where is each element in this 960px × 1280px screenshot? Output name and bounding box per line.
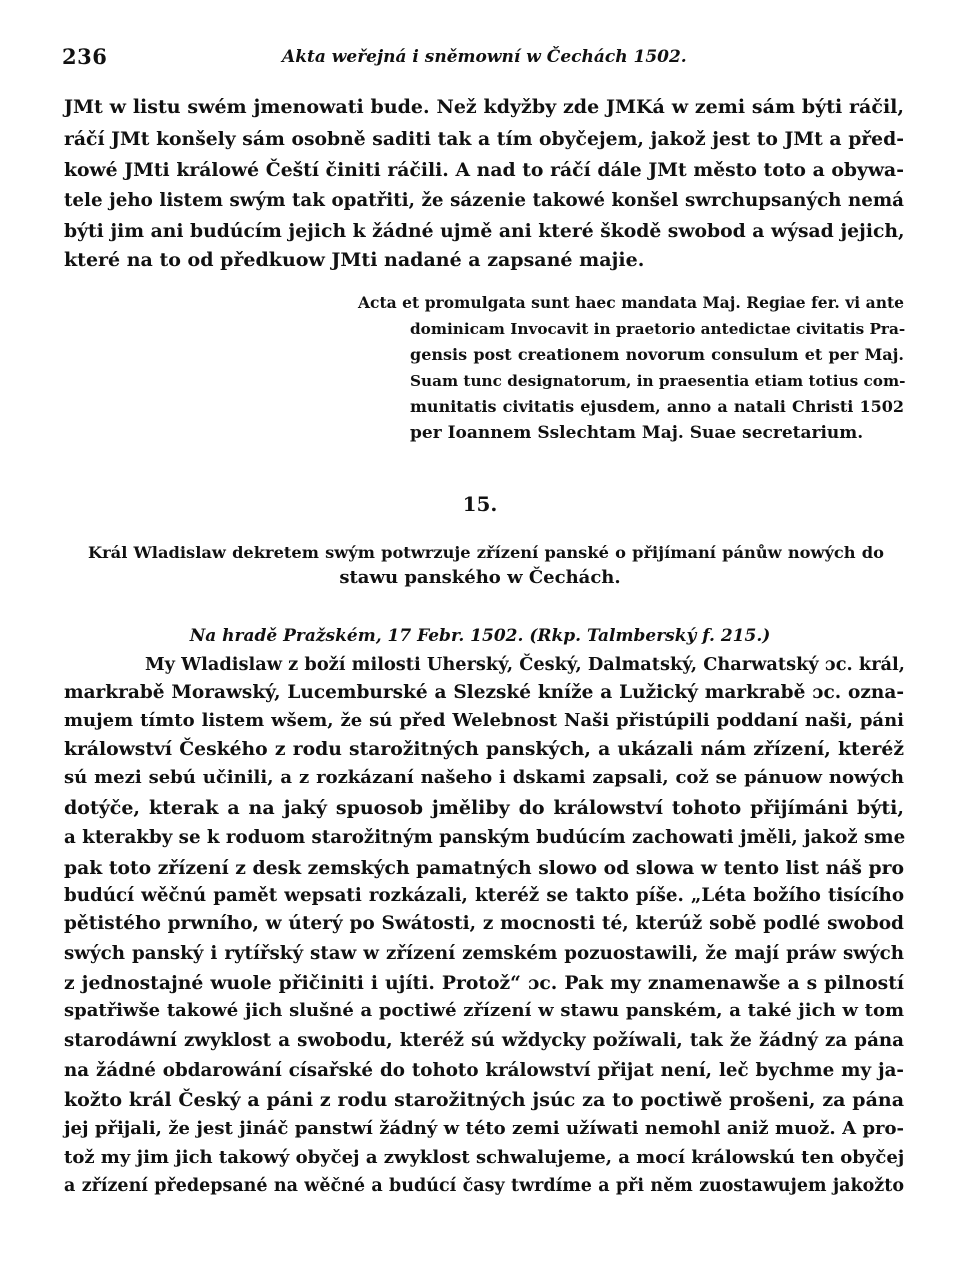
running-head: [62, 44, 902, 74]
body-line: kožto král Český a páni z rodu starožitných jsúc za to poctiwě prošeni, za pána: [64, 1089, 904, 1111]
continuation-line: ráčí JMt konšely sám osobně saditi tak a tím obyčejem, jakož jest to JMt a před-: [64, 128, 904, 150]
body-line: dotýče, kterak a na jaký spuosob jměliby do králowství tohoto přijímáni býti,: [64, 797, 904, 819]
body-line: králowství Českého z rodu starožitných panských, a ukázali nám zřízení, kteréž: [64, 738, 904, 760]
body-line: z jednostajné wuole přičiniti i ujíti. Protož“ ɔc. Pak my znamenawše a s pilností: [64, 972, 904, 994]
document-heading-line: Král Wladislaw dekretem swým potwrzuje zřízení panské o přijímaní pánůw nowých do: [88, 543, 884, 562]
body-line: markrabě Morawský, Lucemburské a Slezské kníže a Lužický markrabě ɔc. ozna-: [64, 682, 904, 703]
body-line: na žádné obdarowání císařské do tohoto králowství přijat není, leč bychme my ja-: [64, 1060, 904, 1081]
continuation-line: JMt w listu swém jmenowati bude. Než kdyžby zde JMKá w zemi sám býti ráčil,: [64, 96, 904, 118]
body-line: pak toto zřízení z desk zemských pamatných slowo od slowa w tento list náš pro: [64, 857, 904, 879]
latin-note-line: per Ioannem Sslechtam Maj. Suae secretarium.: [410, 423, 864, 443]
body-line: a zřízení předepsané na wěčné a budúcí časy twrdíme a při něm zuostawujem jakožto: [64, 1176, 904, 1196]
body-line: jej přijali, že jest jináč panstwí žádný w této zemi užíwati nemohl aniž muož. A pro-: [64, 1118, 904, 1139]
body-line: swých panský i rytířský staw w zřízení zemském pozuostawili, že mají práw swých: [64, 943, 904, 964]
body-line: My Wladislaw z boží milosti Uherský, Český, Dalmatský, Charwatský ɔc. král,: [145, 654, 905, 675]
continuation-line: tele jeho listem swým tak opatřiti, že sázenie takowé konšel swrchupsaných nemá: [64, 190, 904, 211]
document-heading-line: stawu panského w Čechách.: [339, 567, 621, 588]
latin-note-line: dominicam Invocavit in praetorio antedictae civitatis Pra-: [410, 320, 906, 338]
continuation-line: kowé JMti králowé Čeští činiti ráčili. A nad to ráčí dále JMt město toto a obywa-: [64, 159, 904, 181]
page-number: 236: [62, 44, 108, 69]
latin-note-line: munitatis civitatis ejusdem, anno a natali Christi 1502: [410, 397, 904, 416]
latin-note-line: Suam tunc designatorum, in praesentia etiam totius com-: [410, 372, 906, 390]
body-line: tož my jim jich takowý obyčej a zwyklost schwalujeme, a mocí králowskú ten obyčej: [64, 1147, 905, 1168]
document-dateline: Na hradě Pražském, 17 Febr. 1502. (Rkp. Talmberský f. 215.): [189, 626, 771, 646]
body-line: mujem tímto listem wšem, že sú před Welebnost Naši přistúpili poddaní naši, páni: [64, 710, 904, 731]
body-line: a kterakby se k roduom starožitným panským budúcím zachowati jměli, jakož sme: [64, 827, 906, 848]
body-line: budúcí wěčnú pamět wepsati rozkázali, kteréž se takto píše. „Léta božího tisícího: [64, 885, 904, 906]
document-number: 15.: [462, 492, 498, 516]
continuation-line: které na to od předkuow JMti nadané a zapsané majie.: [64, 249, 645, 271]
body-line: starodáwní zwyklost a swobodu, kteréž sú wždycky požíwali, tak že žádný za pána: [64, 1030, 904, 1051]
continuation-line: býti jim ani budúcím jejich k žádné ujmě ani které škodě swobod a wýsad jejich,: [64, 220, 905, 242]
running-title: Akta weřejná i sněmowní w Čechách 1502.: [282, 47, 687, 67]
body-line: sú mezi sebú učinili, a z rozkázaní našeho i dskami zapsali, což se pánuow nowých: [64, 767, 904, 788]
body-line: spatřiwše takowé jich slušné a poctiwé zřízení w stawu panském, a také jich w tom: [64, 1000, 904, 1021]
latin-note-line: Acta et promulgata sunt haec mandata Maj. Regiae fer. vi ante: [358, 293, 904, 312]
body-line: pětistého prwního, w úterý po Swátosti, z mocnosti té, kterúž sobě podlé swobod: [64, 913, 904, 934]
latin-note-line: gensis post creationem novorum consulum et per Maj.: [410, 345, 904, 364]
